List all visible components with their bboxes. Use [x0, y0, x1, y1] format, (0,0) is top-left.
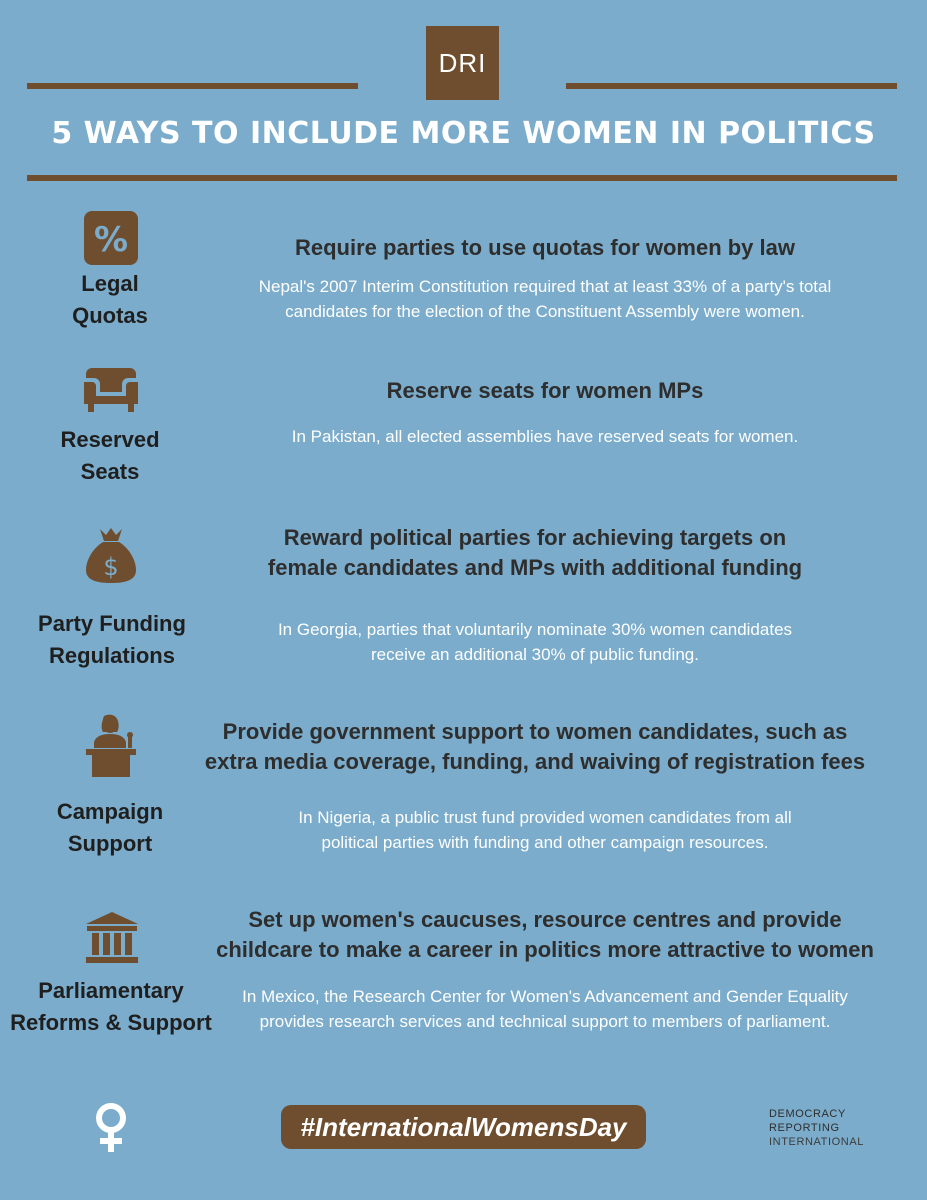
page-title: 5 WAYS TO INCLUDE MORE WOMEN IN POLITICS — [51, 116, 876, 151]
header-rule-right — [566, 83, 897, 89]
dri-logo — [426, 26, 499, 100]
body-reserved-seats: In Pakistan, all elected assemblies have reserved seats for women. — [291, 427, 799, 446]
percent-icon — [83, 210, 139, 266]
title-rule — [27, 175, 897, 181]
heading-party-funding: Reward political parties for achieving targets on female candidates and MPs with additional funding — [267, 525, 803, 580]
money-bag-icon — [84, 525, 138, 585]
header-rule-left — [27, 83, 358, 89]
hashtag-text: #InternationalWomensDay — [300, 1111, 627, 1142]
heading-parliamentary-reforms: Set up women's caucuses, resource centres and provide childcare to make a career in politics more attractive to women — [216, 907, 874, 962]
body-legal-quotas: Nepal's 2007 Interim Constitution required that at least 33% of a party's total candidates for the election of the Constituent Assembly were women. — [258, 277, 832, 321]
svg-text:%: % — [93, 220, 129, 260]
org-wordmark: DEMOCRACY REPORTING INTERNATIONAL — [769, 1108, 864, 1148]
body-parliamentary-reforms: In Mexico, the Research Center for Women's Advancement and Gender Equality provides research services and technical support to members of parliament. — [242, 987, 848, 1031]
female-symbol-icon — [94, 1102, 128, 1154]
logo-text: DRI — [438, 47, 487, 78]
svg-text:$: $ — [103, 553, 119, 581]
speaker-podium-icon — [82, 712, 140, 780]
hashtag-badge — [281, 1105, 646, 1149]
heading-reserved-seats: Reserve seats for women MPs — [386, 378, 704, 403]
body-campaign-support: In Nigeria, a public trust fund provided women candidates from all political parties with funding and other campaign resources. — [298, 808, 792, 852]
label-legal-quotas: Legal Quotas — [72, 271, 148, 328]
parliament-building-icon — [84, 910, 140, 964]
label-reserved-seats: Reserved Seats — [60, 427, 160, 484]
armchair-icon — [82, 364, 140, 414]
label-party-funding: Party Funding Regulations — [38, 611, 186, 668]
body-party-funding: In Georgia, parties that voluntarily nominate 30% women candidates receive an additional 30% of public funding. — [277, 620, 793, 664]
label-campaign-support: Campaign Support — [56, 799, 164, 856]
heading-campaign-support: Provide government support to women candidates, such as extra media coverage, funding, and waiving of registration fees — [204, 719, 866, 774]
heading-legal-quotas: Require parties to use quotas for women by law — [295, 235, 795, 260]
label-parliamentary-reforms: Parliamentary Reforms & Support — [10, 978, 212, 1035]
